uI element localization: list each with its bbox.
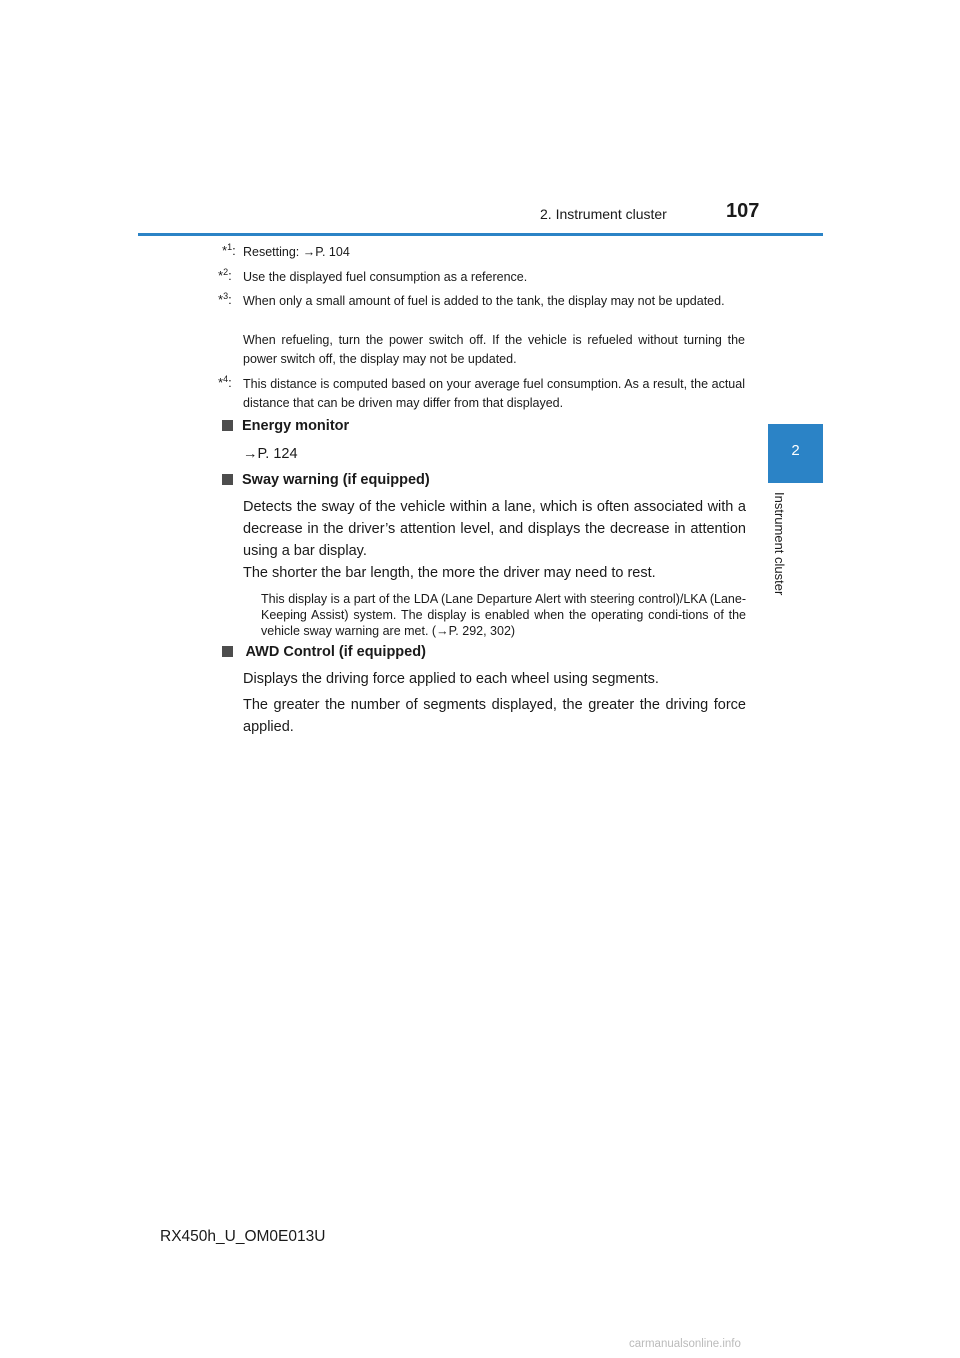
footnote-text: Resetting: →P. 104	[243, 245, 350, 259]
chapter-tab[interactable]	[768, 424, 823, 483]
footnote-text: This distance is computed based on your average fuel consumption. As a result, the actual distance that can be driven may differ from that displayed.	[243, 377, 745, 410]
note-paragraph: This display is a part of the LDA (Lane Departure Alert with steering control)/LKA (Lane-Keeping Assist) system. The display is enabled when the operating condi-tions of the vehicle sway warning are met. (→P. 292, 302)	[261, 592, 746, 638]
page-number: 107	[726, 200, 760, 222]
footnote-mark: *$^1$:	[222, 242, 236, 258]
model-code: RX450h_U_OM0E013U	[160, 1228, 326, 1245]
body-paragraph: The shorter the bar length, the more the driver may need to rest.	[243, 565, 656, 581]
body-paragraph: The greater the number of segments displayed, the greater the driving force applied.	[243, 697, 746, 735]
square-bullet-icon	[222, 420, 233, 431]
footnote-text: When refueling, turn the power switch off. If the vehicle is refueled without turning the power switch off, the display may not be updated.	[243, 333, 745, 366]
square-bullet-icon	[222, 474, 233, 485]
section-heading: Energy monitor	[222, 418, 349, 434]
footnote-text: Use the displayed fuel consumption as a reference.	[243, 270, 528, 284]
chapter-label: Instrument cluster	[772, 492, 787, 596]
section-title: 2. Instrument cluster	[540, 206, 667, 222]
header-divider	[138, 233, 823, 236]
watermark: carmanualsonline.info	[629, 1338, 741, 1350]
footnote-mark: *$^3$:	[218, 291, 232, 307]
section-heading: AWD Control (if equipped)	[222, 644, 426, 660]
body-paragraph: Displays the driving force applied to each wheel using segments.	[243, 671, 659, 687]
chapter-number: 2	[791, 442, 800, 459]
page-reference-link[interactable]: →P. 124	[243, 446, 298, 462]
footnote-mark: *$^2$:	[218, 267, 232, 283]
square-bullet-icon	[222, 646, 233, 657]
section-heading: Sway warning (if equipped)	[222, 472, 430, 488]
footnote-mark: *$^4$:	[218, 374, 232, 390]
footnote-text: When only a small amount of fuel is added to the tank, the display may not be updated.	[243, 294, 725, 308]
body-paragraph: Detects the sway of the vehicle within a lane, which is often associated with a decrease in the driver’s attention level, and displays the decrease in attention using a bar display.	[243, 499, 746, 559]
